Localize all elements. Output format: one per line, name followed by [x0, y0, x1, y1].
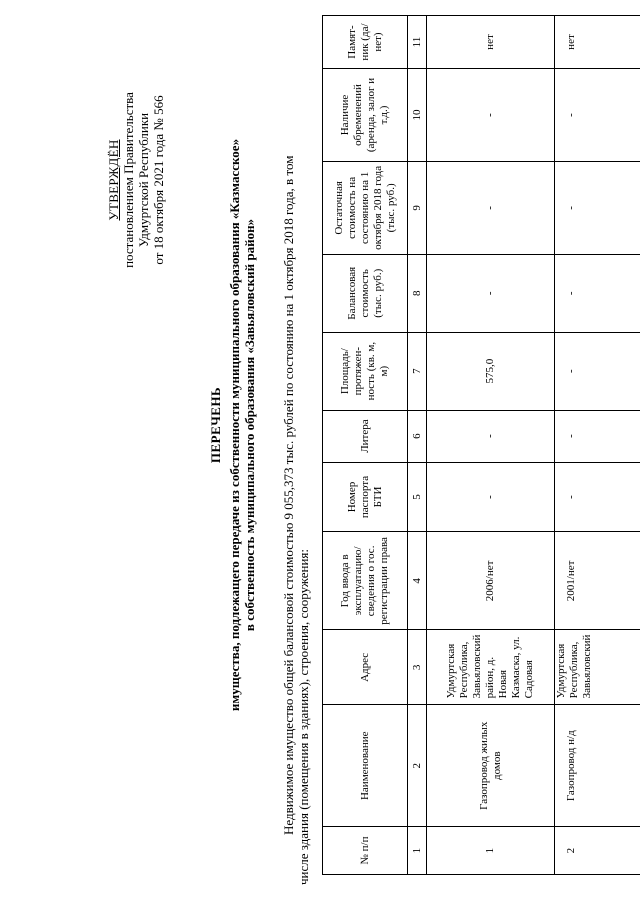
table-row — [427, 16, 555, 875]
column-number: 4 — [408, 532, 427, 630]
intro-line: Недвижимое имущество общей балансовой стоимостью 9 055,373 тыс. рублей по состоянию на 1 октября 2018 года, в том — [281, 155, 296, 835]
row-cell: 2 — [555, 827, 640, 875]
row-cell: - — [555, 332, 640, 410]
row-cell: нет — [555, 16, 640, 69]
row-cell: Газопровод н/д — [555, 705, 640, 827]
header-cell: Номер паспорта БТИ — [323, 462, 408, 532]
row-cell: 2001/нет — [555, 532, 640, 630]
column-number: 8 — [408, 254, 427, 332]
column-number: 1 — [408, 827, 427, 875]
row-cell: 575,0 — [427, 332, 555, 410]
header-cell: № п/п — [323, 827, 408, 875]
header-cell: Год ввода в эксплуатацию/ сведения о гос. регистрации права — [323, 532, 408, 630]
header-cell: Памят- ник (да/ нет) — [323, 16, 408, 69]
row-cell: - — [427, 254, 555, 332]
column-number: 10 — [408, 69, 427, 162]
header-cell: Площадь/ протяжен- ность (кв. м, м) — [323, 332, 408, 410]
row-cell: - — [555, 161, 640, 254]
row-cell: Удмуртская Республика, Завьяловский район, д. Новая Казмаска, ул. Садовая — [427, 630, 555, 705]
row-cell: - — [555, 254, 640, 332]
intro-paragraph — [281, 15, 311, 885]
approval-line: от 18 октября 2021 года № 566 — [151, 95, 166, 265]
column-number: 7 — [408, 332, 427, 410]
row-cell: нет — [427, 16, 555, 69]
row-cell: - — [555, 462, 640, 532]
property-table — [322, 15, 640, 875]
column-number: 9 — [408, 161, 427, 254]
row-cell: Удмуртская Республика, Завьяловский — [555, 630, 640, 705]
row-cell: - — [427, 161, 555, 254]
row-cell: - — [555, 410, 640, 462]
header-cell: Наличие обременений (аренда, залог и т.д.) — [323, 69, 408, 162]
table-row — [555, 16, 640, 875]
column-number: 11 — [408, 16, 427, 69]
row-cell: - — [427, 69, 555, 162]
approval-line: Удмуртской Республики — [136, 112, 151, 248]
header-cell: Остаточная стоимость на состоянию на 1 октября 2018 года (тыс. руб.) — [323, 161, 408, 254]
column-number: 5 — [408, 462, 427, 532]
header-cell: Адрес — [323, 630, 408, 705]
row-cell: - — [427, 410, 555, 462]
intro-line: числе здания (помещения в зданиях), строения, сооружения: — [296, 548, 311, 885]
column-number: 2 — [408, 705, 427, 827]
approval-line: постановлением Правительства — [121, 92, 136, 268]
title-main: ПЕРЕЧЕНЬ — [208, 386, 223, 464]
column-number: 3 — [408, 630, 427, 705]
approval-header: УТВЕРЖДЁН — [106, 139, 121, 221]
row-cell: - — [555, 69, 640, 162]
column-number: 6 — [408, 410, 427, 462]
title-line: в собственность муниципального образования «Завьяловский район» — [242, 218, 257, 632]
header-cell: Литера — [323, 410, 408, 462]
row-cell: 1 — [427, 827, 555, 875]
header-cell: Балансовая стоимость (тыс. руб.) — [323, 254, 408, 332]
header-cell: Наименование — [323, 705, 408, 827]
document-title — [208, 75, 257, 775]
row-cell: Газопровод жилых домов — [427, 705, 555, 827]
table-header-row — [323, 16, 408, 875]
row-cell: - — [427, 462, 555, 532]
approval-block — [106, 15, 166, 345]
row-cell: 2006/нет — [427, 532, 555, 630]
title-line: имущества, подлежащего передаче из собственности муниципального образования «Казмасское» — [227, 138, 242, 712]
column-number-row — [408, 16, 427, 875]
